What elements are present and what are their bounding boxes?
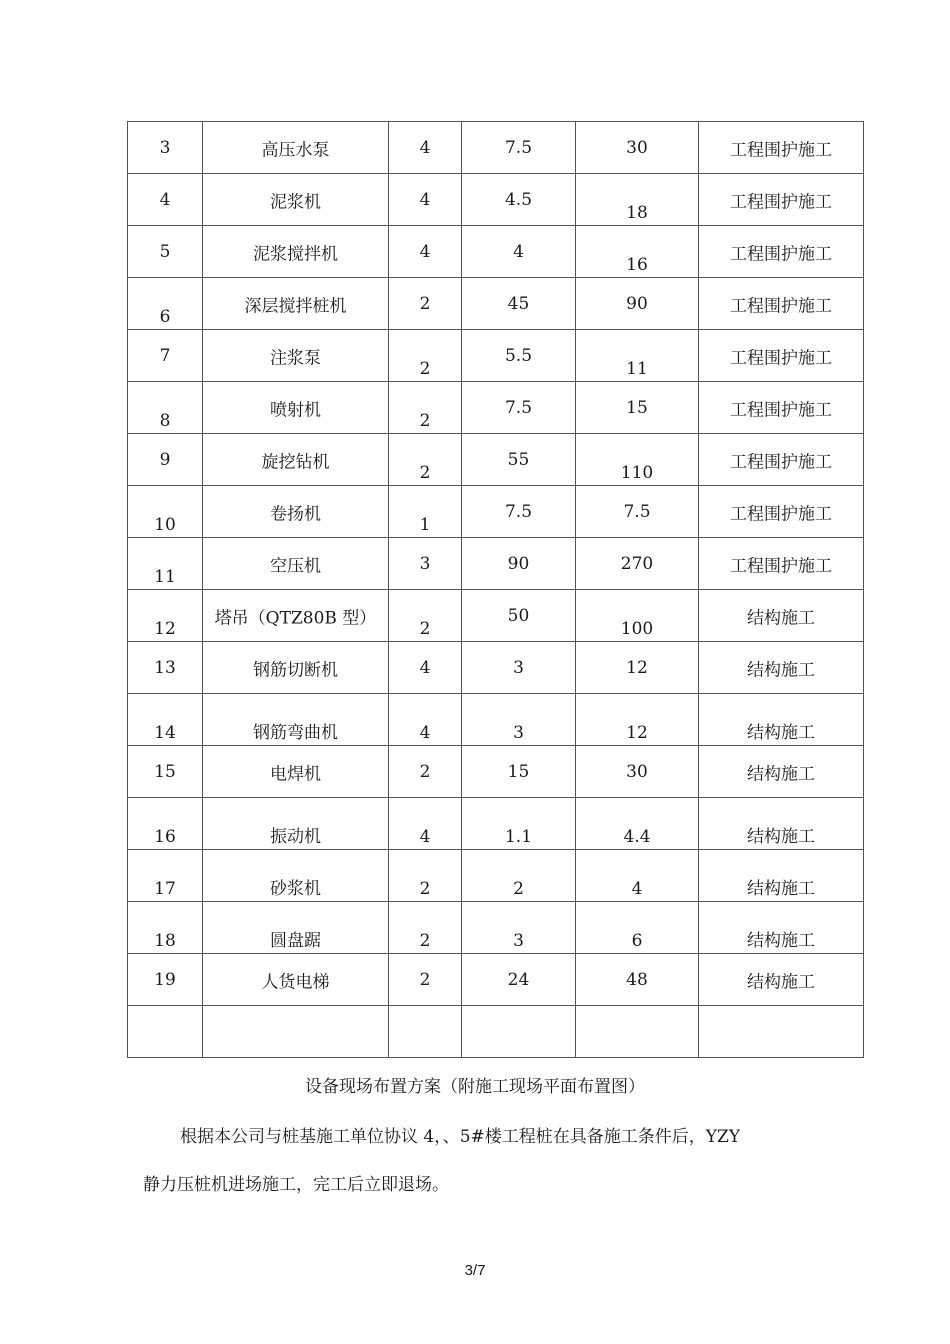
usage: 工程围护施工 <box>730 504 832 524</box>
unit-power-cell <box>462 278 576 330</box>
usage-cell <box>699 226 864 278</box>
quantity: 2 <box>419 879 431 899</box>
usage-cell <box>699 174 864 226</box>
quantity-cell <box>389 850 462 902</box>
total-power-cell <box>576 278 699 330</box>
total-power-cell <box>576 226 699 278</box>
usage-cell <box>699 122 864 174</box>
usage: 结构施工 <box>747 608 815 628</box>
total-power-cell <box>576 174 699 226</box>
total-power: 16 <box>626 255 648 275</box>
row-number-cell <box>128 902 203 954</box>
quantity: 1 <box>419 515 431 535</box>
usage-cell <box>699 434 864 486</box>
unit-power-cell <box>462 850 576 902</box>
table-row <box>128 954 864 1006</box>
total-power-cell <box>576 434 699 486</box>
total-power-cell <box>576 122 699 174</box>
table-row <box>128 746 864 798</box>
quantity-cell <box>389 746 462 798</box>
row-number: 19 <box>154 969 176 990</box>
unit-power: 3 <box>513 657 524 678</box>
row-number-cell <box>128 746 203 798</box>
table-row <box>128 694 864 746</box>
row-number: 15 <box>154 761 176 782</box>
row-number-cell <box>128 642 203 694</box>
row-number-cell <box>128 590 203 642</box>
usage: 结构施工 <box>747 972 815 992</box>
quantity-cell <box>389 538 462 590</box>
equipment-name: 钢筋弯曲机 <box>253 723 338 743</box>
usage: 工程围护施工 <box>730 192 832 212</box>
usage-cell <box>699 642 864 694</box>
row-number: 3 <box>159 137 171 158</box>
usage: 工程围护施工 <box>730 556 832 576</box>
total-power: 90 <box>626 293 648 314</box>
quantity: 4 <box>419 827 431 847</box>
quantity: 2 <box>419 359 431 379</box>
row-number: 14 <box>154 723 176 743</box>
total-power: 12 <box>626 657 648 678</box>
quantity-cell <box>389 434 462 486</box>
total-power-cell <box>576 538 699 590</box>
unit-power-cell <box>462 694 576 746</box>
unit-power-cell <box>462 746 576 798</box>
row-number-cell <box>128 174 203 226</box>
quantity-cell <box>389 954 462 1006</box>
row-number-cell <box>128 798 203 850</box>
paragraph-line-1: 根据本公司与桩基施工单位协议 4，、5#楼工程桩在具备施工条件后，YZY <box>180 1127 741 1147</box>
quantity: 2 <box>419 293 431 314</box>
quantity: 4 <box>419 723 431 743</box>
table-row <box>128 486 864 538</box>
row-number-cell <box>128 486 203 538</box>
usage: 工程围护施工 <box>730 140 832 160</box>
row-number-cell <box>128 122 203 174</box>
equipment-name-cell <box>203 694 389 746</box>
quantity-cell <box>389 122 462 174</box>
equipment-table <box>127 121 864 1058</box>
equipment-name: 注浆泵 <box>270 348 321 368</box>
unit-power: 1.1 <box>504 827 533 847</box>
table-row <box>128 174 864 226</box>
usage-cell <box>699 694 864 746</box>
quantity-cell <box>389 694 462 746</box>
unit-power-cell <box>462 226 576 278</box>
row-number: 9 <box>159 449 171 470</box>
unit-power-cell <box>462 382 576 434</box>
unit-power-cell <box>462 174 576 226</box>
usage-cell <box>699 746 864 798</box>
quantity: 3 <box>419 553 431 574</box>
quantity: 4 <box>419 657 431 678</box>
total-power-cell <box>576 1006 699 1058</box>
equipment-name-cell <box>203 798 389 850</box>
row-number: 10 <box>154 515 176 535</box>
table-row <box>128 902 864 954</box>
total-power: 110 <box>620 463 654 483</box>
equipment-name: 喷射机 <box>270 400 321 420</box>
total-power: 270 <box>620 553 654 574</box>
quantity: 2 <box>419 931 431 951</box>
usage-cell <box>699 850 864 902</box>
unit-power: 45 <box>507 293 530 314</box>
usage-cell <box>699 798 864 850</box>
usage-cell <box>699 954 864 1006</box>
unit-power: 50 <box>507 605 530 626</box>
equipment-name-cell <box>203 226 389 278</box>
equipment-name-cell <box>203 382 389 434</box>
equipment-name-cell <box>203 122 389 174</box>
unit-power: 24 <box>507 969 530 990</box>
equipment-name-cell <box>203 642 389 694</box>
total-power-cell <box>576 330 699 382</box>
unit-power: 5.5 <box>504 345 533 366</box>
unit-power-cell <box>462 434 576 486</box>
table-row <box>128 850 864 902</box>
quantity-cell <box>389 330 462 382</box>
total-power-cell <box>576 694 699 746</box>
table-row <box>128 1006 864 1058</box>
table-row <box>128 278 864 330</box>
usage: 工程围护施工 <box>730 244 832 264</box>
equipment-name-cell <box>203 1006 389 1058</box>
unit-power: 2 <box>513 879 524 899</box>
usage-cell <box>699 902 864 954</box>
total-power: 6 <box>631 931 643 951</box>
usage: 工程围护施工 <box>730 348 832 368</box>
total-power-cell <box>576 642 699 694</box>
equipment-name: 圆盘踞 <box>270 931 321 951</box>
usage: 结构施工 <box>747 723 815 743</box>
section-title: 设备现场布置方案（附施工现场平面布置图） <box>305 1077 645 1097</box>
usage-cell <box>699 382 864 434</box>
total-power-cell <box>576 850 699 902</box>
total-power: 4.4 <box>623 827 651 847</box>
equipment-name-cell <box>203 902 389 954</box>
quantity: 2 <box>419 969 431 990</box>
equipment-name-cell <box>203 278 389 330</box>
equipment-name: 塔吊（QTZ80B 型） <box>214 608 377 628</box>
quantity: 2 <box>419 411 431 431</box>
unit-power: 55 <box>507 449 530 470</box>
quantity-cell <box>389 642 462 694</box>
equipment-name-cell <box>203 850 389 902</box>
quantity-cell <box>389 226 462 278</box>
row-number-cell <box>128 1006 203 1058</box>
table-row <box>128 382 864 434</box>
usage: 结构施工 <box>747 827 815 847</box>
usage: 结构施工 <box>747 931 815 951</box>
unit-power-cell <box>462 122 576 174</box>
total-power-cell <box>576 746 699 798</box>
unit-power-cell <box>462 954 576 1006</box>
quantity-cell <box>389 382 462 434</box>
equipment-name-cell <box>203 330 389 382</box>
unit-power: 90 <box>507 553 530 574</box>
unit-power-cell <box>462 330 576 382</box>
unit-power-cell <box>462 486 576 538</box>
unit-power: 3 <box>513 723 524 743</box>
equipment-name: 电焊机 <box>270 764 321 784</box>
equipment-name-cell <box>203 174 389 226</box>
total-power: 48 <box>626 969 648 990</box>
total-power: 11 <box>626 359 648 379</box>
usage-cell <box>699 278 864 330</box>
usage: 工程围护施工 <box>730 400 832 420</box>
total-power: 4 <box>631 879 643 899</box>
usage-cell <box>699 538 864 590</box>
row-number-cell <box>128 434 203 486</box>
total-power: 18 <box>626 203 648 223</box>
unit-power: 4.5 <box>504 189 533 210</box>
quantity: 2 <box>419 761 431 782</box>
page-number: 3/7 <box>464 1262 486 1279</box>
equipment-name: 钢筋切断机 <box>253 660 338 680</box>
usage: 结构施工 <box>747 660 815 680</box>
unit-power-cell <box>462 902 576 954</box>
total-power: 30 <box>626 761 648 782</box>
row-number: 18 <box>154 931 176 951</box>
table-row <box>128 330 864 382</box>
usage: 结构施工 <box>747 879 815 899</box>
equipment-name: 振动机 <box>270 827 321 847</box>
paragraph-line-2: 静力压桩机进场施工，完工后立即退场。 <box>143 1175 449 1195</box>
row-number: 11 <box>154 567 176 587</box>
unit-power-cell <box>462 1006 576 1058</box>
total-power: 7.5 <box>623 501 651 522</box>
unit-power-cell <box>462 538 576 590</box>
quantity: 4 <box>419 189 431 210</box>
usage: 工程围护施工 <box>730 296 832 316</box>
total-power: 15 <box>626 397 648 418</box>
quantity: 4 <box>419 241 431 262</box>
unit-power: 7.5 <box>504 397 533 418</box>
equipment-table-body <box>128 122 864 1058</box>
unit-power: 7.5 <box>504 137 533 158</box>
usage: 工程围护施工 <box>730 452 832 472</box>
quantity-cell <box>389 902 462 954</box>
equipment-name: 砂浆机 <box>270 879 321 899</box>
quantity-cell <box>389 278 462 330</box>
row-number: 17 <box>154 879 176 899</box>
quantity: 2 <box>419 463 431 483</box>
row-number: 4 <box>159 189 171 210</box>
row-number: 13 <box>154 657 176 678</box>
quantity-cell <box>389 590 462 642</box>
table-row <box>128 122 864 174</box>
row-number: 8 <box>159 411 171 431</box>
total-power-cell <box>576 902 699 954</box>
row-number: 16 <box>154 827 176 847</box>
row-number-cell <box>128 954 203 1006</box>
total-power-cell <box>576 486 699 538</box>
total-power-cell <box>576 798 699 850</box>
total-power-cell <box>576 382 699 434</box>
unit-power-cell <box>462 798 576 850</box>
table-row <box>128 590 864 642</box>
total-power: 30 <box>626 137 648 158</box>
equipment-name: 旋挖钻机 <box>261 452 330 472</box>
unit-power-cell <box>462 642 576 694</box>
table-row <box>128 226 864 278</box>
equipment-name: 泥浆机 <box>270 192 321 212</box>
table-row <box>128 798 864 850</box>
equipment-name: 卷扬机 <box>270 504 321 524</box>
equipment-name-cell <box>203 746 389 798</box>
equipment-name: 人货电梯 <box>261 972 330 992</box>
equipment-name: 空压机 <box>270 556 321 576</box>
row-number: 7 <box>159 345 171 366</box>
quantity-cell <box>389 798 462 850</box>
equipment-name-cell <box>203 538 389 590</box>
row-number-cell <box>128 538 203 590</box>
quantity-cell <box>389 486 462 538</box>
total-power-cell <box>576 954 699 1006</box>
row-number-cell <box>128 278 203 330</box>
row-number-cell <box>128 694 203 746</box>
equipment-name-cell <box>203 954 389 1006</box>
usage-cell <box>699 590 864 642</box>
usage: 结构施工 <box>747 764 815 784</box>
table-row <box>128 642 864 694</box>
quantity-cell <box>389 1006 462 1058</box>
usage-cell <box>699 330 864 382</box>
unit-power: 4 <box>513 241 524 262</box>
equipment-name-cell <box>203 590 389 642</box>
row-number-cell <box>128 850 203 902</box>
equipment-name: 深层搅拌桩机 <box>244 296 347 316</box>
row-number: 12 <box>154 619 176 639</box>
quantity: 4 <box>419 137 431 158</box>
equipment-name-cell <box>203 434 389 486</box>
equipment-name: 泥浆搅拌机 <box>253 244 338 264</box>
equipment-name: 高压水泵 <box>261 140 330 160</box>
table-row <box>128 538 864 590</box>
usage-cell <box>699 1006 864 1058</box>
row-number: 6 <box>159 307 171 327</box>
row-number-cell <box>128 330 203 382</box>
table-row <box>128 434 864 486</box>
row-number-cell <box>128 382 203 434</box>
unit-power: 7.5 <box>504 501 533 522</box>
equipment-name-cell <box>203 486 389 538</box>
usage-cell <box>699 486 864 538</box>
row-number-cell <box>128 226 203 278</box>
quantity-cell <box>389 174 462 226</box>
unit-power: 15 <box>507 761 530 782</box>
total-power: 12 <box>626 723 648 743</box>
unit-power: 3 <box>513 931 524 951</box>
quantity: 2 <box>419 619 431 639</box>
total-power-cell <box>576 590 699 642</box>
unit-power-cell <box>462 590 576 642</box>
row-number: 5 <box>159 241 171 262</box>
total-power: 100 <box>620 619 654 639</box>
